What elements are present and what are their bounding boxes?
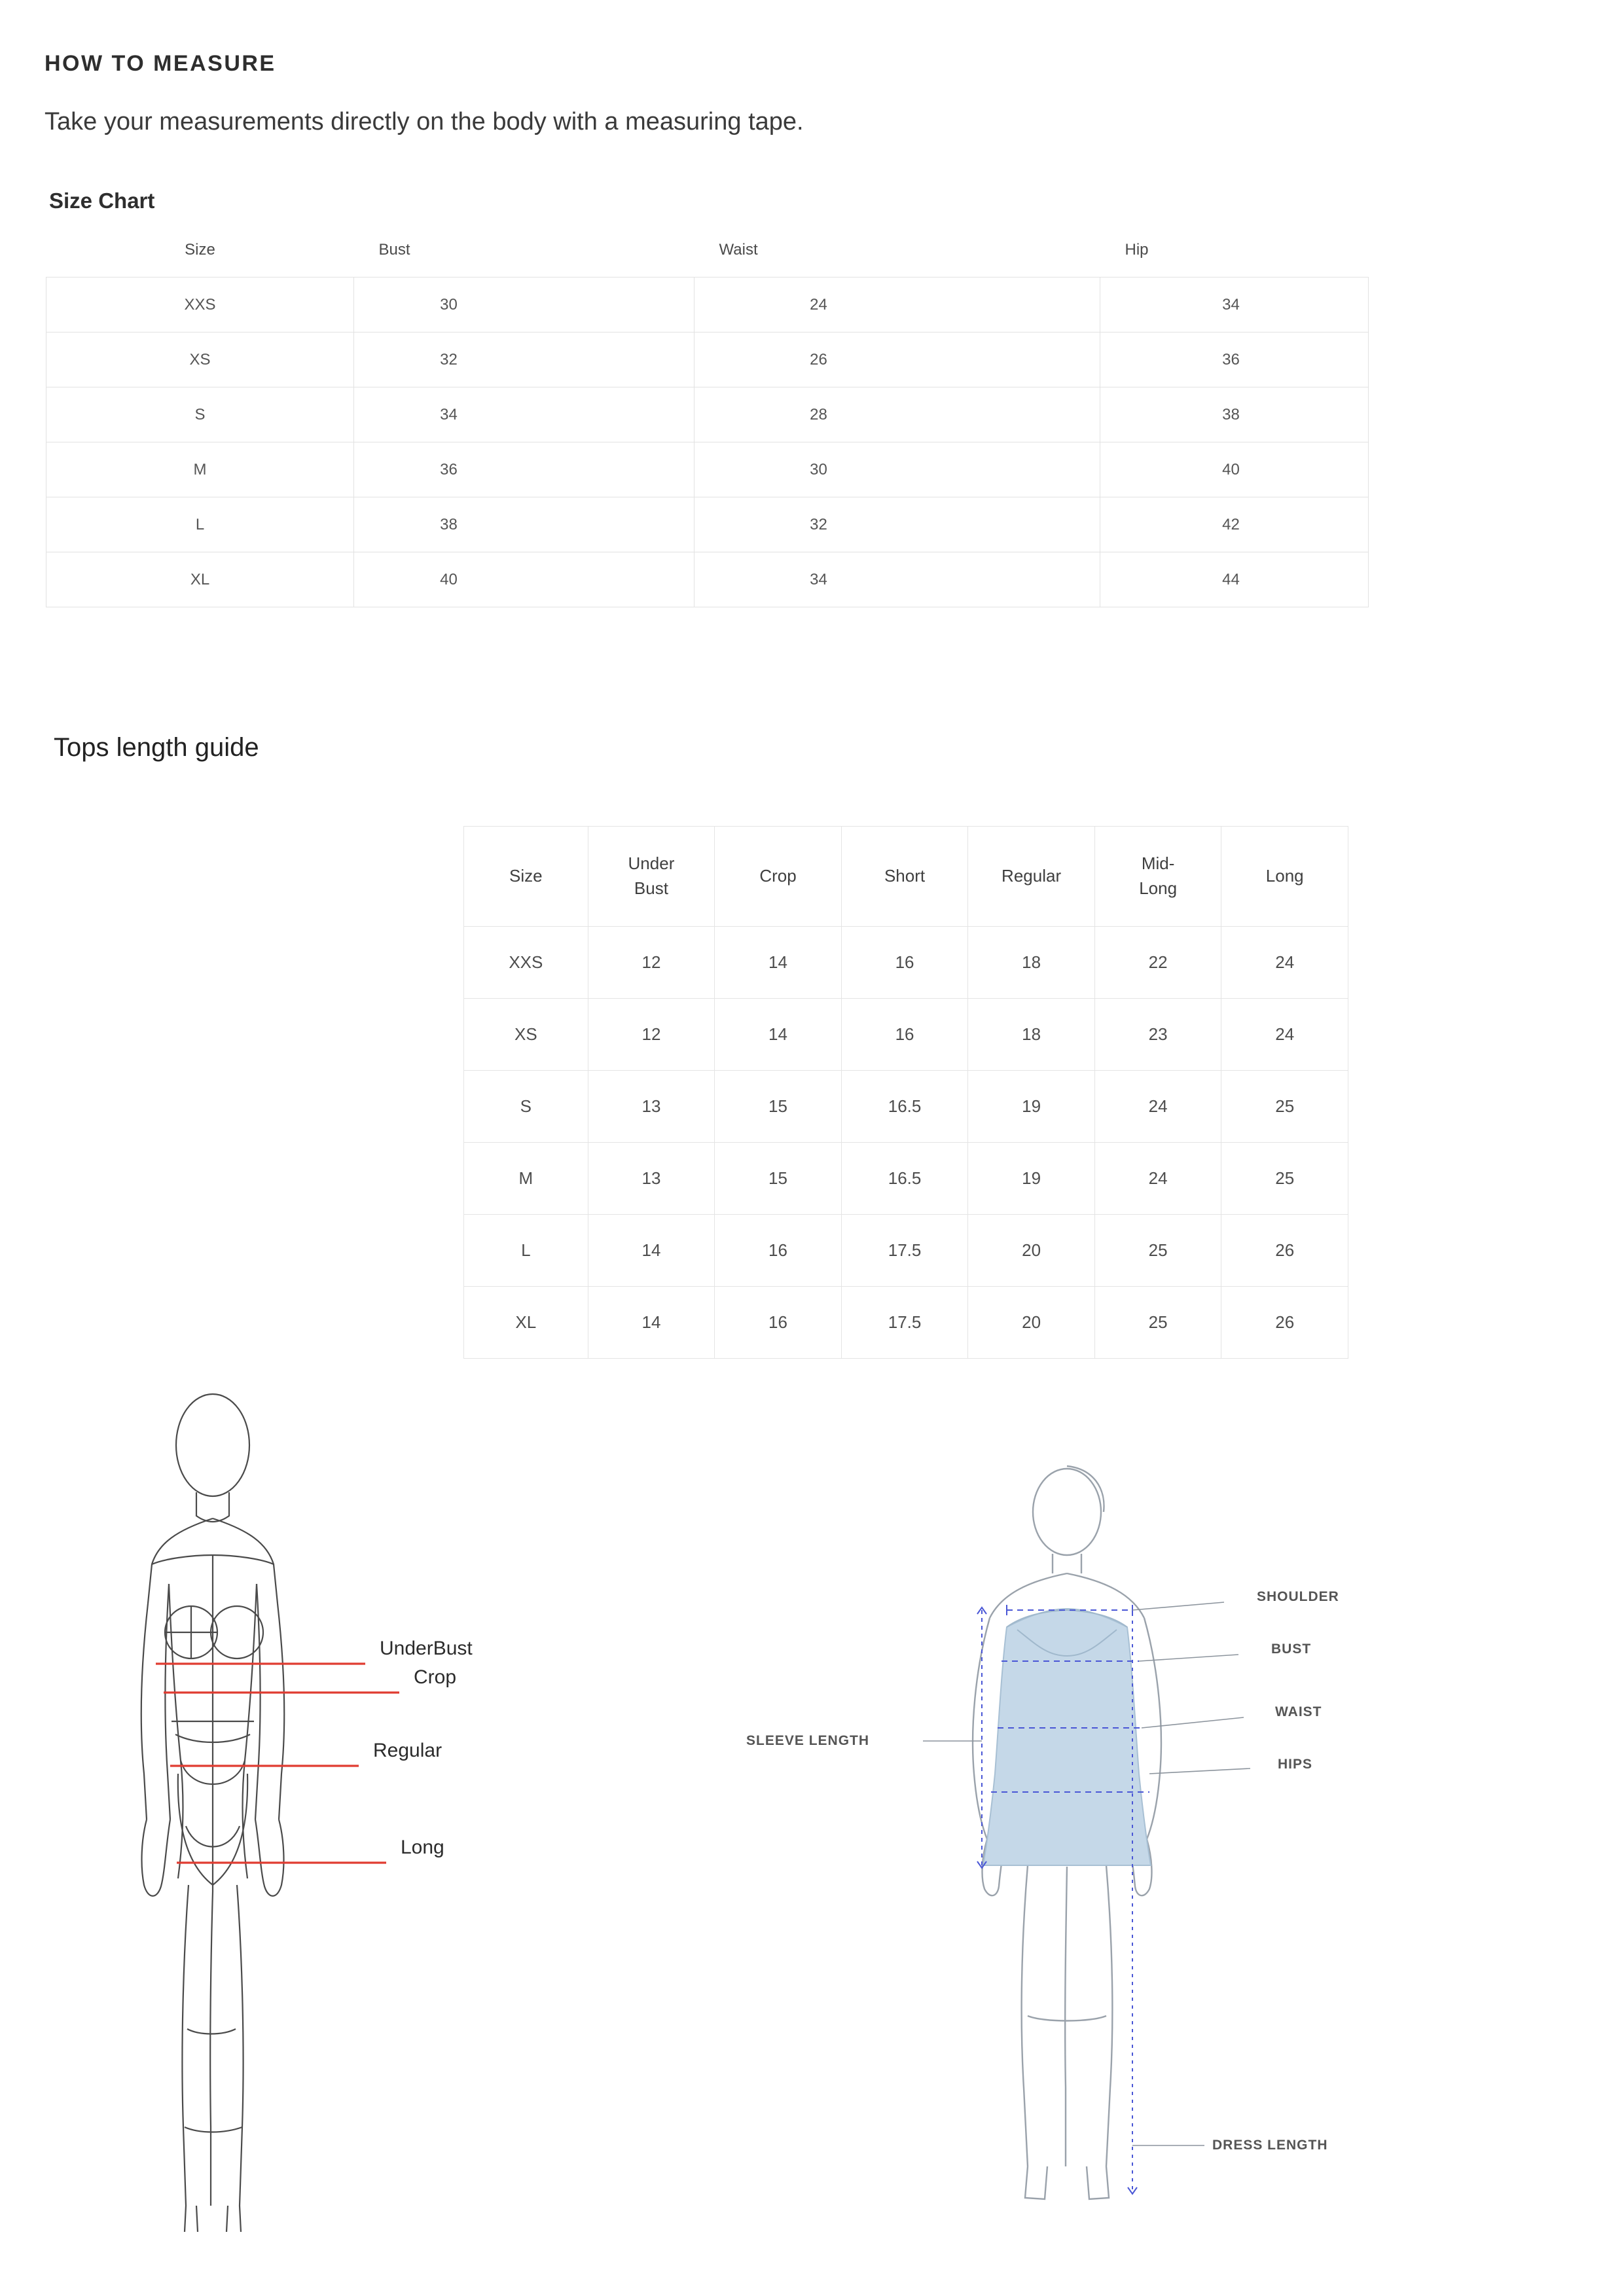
cell-mid-long: 25 bbox=[1094, 1287, 1221, 1359]
column-header-waist: Waist bbox=[695, 223, 1100, 278]
label-regular: Regular bbox=[373, 1740, 442, 1761]
cell-size: M bbox=[464, 1143, 588, 1215]
column-header-long: Long bbox=[1221, 827, 1348, 927]
cell-size: S bbox=[46, 387, 354, 442]
cell-waist: 24 bbox=[695, 278, 1100, 332]
label-crop: Crop bbox=[414, 1666, 457, 1688]
label-hips: HIPS bbox=[1278, 1757, 1313, 1772]
table-row bbox=[464, 999, 1348, 1071]
cell-crop: 14 bbox=[715, 927, 842, 999]
table-row bbox=[464, 1215, 1348, 1287]
cell-regular: 18 bbox=[968, 927, 1095, 999]
cell-under-bust: 12 bbox=[588, 927, 715, 999]
cell-short: 16.5 bbox=[841, 1071, 968, 1143]
cell-mid-long: 24 bbox=[1094, 1143, 1221, 1215]
cell-size: M bbox=[46, 442, 354, 497]
cell-long: 24 bbox=[1221, 999, 1348, 1071]
cell-size: S bbox=[464, 1071, 588, 1143]
tops-length-guide-table bbox=[463, 826, 1348, 1359]
cell-hip: 40 bbox=[1100, 442, 1369, 497]
cell-under-bust: 12 bbox=[588, 999, 715, 1071]
cell-waist: 26 bbox=[695, 332, 1100, 387]
column-header-size: Size bbox=[464, 827, 588, 927]
cell-size: XL bbox=[46, 552, 354, 607]
table-header-row bbox=[46, 223, 1369, 278]
cell-crop: 15 bbox=[715, 1143, 842, 1215]
cell-short: 17.5 bbox=[841, 1287, 968, 1359]
cell-mid-long: 23 bbox=[1094, 999, 1221, 1071]
measure-lines bbox=[156, 1664, 399, 1863]
cell-mid-long: 22 bbox=[1094, 927, 1221, 999]
table-row bbox=[46, 332, 1369, 387]
table-header-row bbox=[464, 827, 1348, 927]
cell-hip: 38 bbox=[1100, 387, 1369, 442]
column-header-size: Size bbox=[46, 223, 354, 278]
croquis-svg bbox=[98, 1368, 655, 2238]
dress-measurement-figure bbox=[674, 1433, 1447, 2222]
tops-length-guide-title: Tops length guide bbox=[54, 733, 259, 762]
column-header-regular: Regular bbox=[968, 827, 1095, 927]
cell-regular: 19 bbox=[968, 1071, 1095, 1143]
cell-size: L bbox=[464, 1215, 588, 1287]
under-bust-line1: Under bbox=[628, 853, 675, 874]
cell-short: 16 bbox=[841, 927, 968, 999]
table-row bbox=[464, 1143, 1348, 1215]
cell-bust: 30 bbox=[354, 278, 695, 332]
cell-mid-long: 25 bbox=[1094, 1215, 1221, 1287]
cell-size: L bbox=[46, 497, 354, 552]
cell-size: XXS bbox=[46, 278, 354, 332]
cell-under-bust: 13 bbox=[588, 1143, 715, 1215]
column-header-hip: Hip bbox=[1100, 223, 1369, 278]
cell-short: 16.5 bbox=[841, 1143, 968, 1215]
label-long: Long bbox=[401, 1837, 444, 1858]
cell-crop: 15 bbox=[715, 1071, 842, 1143]
cell-waist: 28 bbox=[695, 387, 1100, 442]
cell-waist: 30 bbox=[695, 442, 1100, 497]
cell-crop: 16 bbox=[715, 1215, 842, 1287]
cell-long: 25 bbox=[1221, 1143, 1348, 1215]
column-header-bust: Bust bbox=[354, 223, 695, 278]
page-title: HOW TO MEASURE bbox=[45, 51, 276, 76]
size-chart-table bbox=[46, 223, 1369, 607]
cell-under-bust: 14 bbox=[588, 1287, 715, 1359]
cell-regular: 20 bbox=[968, 1287, 1095, 1359]
cell-under-bust: 13 bbox=[588, 1071, 715, 1143]
cell-waist: 34 bbox=[695, 552, 1100, 607]
cell-size: XS bbox=[46, 332, 354, 387]
cell-bust: 40 bbox=[354, 552, 695, 607]
cell-bust: 38 bbox=[354, 497, 695, 552]
label-bust: BUST bbox=[1271, 1641, 1312, 1657]
label-underbust: UnderBust bbox=[380, 1638, 473, 1659]
cell-regular: 19 bbox=[968, 1143, 1095, 1215]
column-header-short: Short bbox=[841, 827, 968, 927]
label-dress-length: DRESS LENGTH bbox=[1212, 2138, 1328, 2153]
dress-garment bbox=[983, 1609, 1151, 1865]
cell-short: 17.5 bbox=[841, 1215, 968, 1287]
label-waist: WAIST bbox=[1275, 1704, 1322, 1719]
cell-hip: 42 bbox=[1100, 497, 1369, 552]
cell-mid-long: 24 bbox=[1094, 1071, 1221, 1143]
cell-hip: 34 bbox=[1100, 278, 1369, 332]
cell-crop: 14 bbox=[715, 999, 842, 1071]
cell-bust: 36 bbox=[354, 442, 695, 497]
cell-long: 26 bbox=[1221, 1287, 1348, 1359]
cell-short: 16 bbox=[841, 999, 968, 1071]
size-chart-title: Size Chart bbox=[49, 188, 155, 213]
table-row bbox=[464, 927, 1348, 999]
table-row bbox=[46, 278, 1369, 332]
cell-long: 24 bbox=[1221, 927, 1348, 999]
cell-size: XXS bbox=[464, 927, 588, 999]
cell-hip: 44 bbox=[1100, 552, 1369, 607]
table-row bbox=[464, 1071, 1348, 1143]
cell-waist: 32 bbox=[695, 497, 1100, 552]
cell-hip: 36 bbox=[1100, 332, 1369, 387]
table-row bbox=[46, 442, 1369, 497]
table-row bbox=[464, 1287, 1348, 1359]
column-header-mid-long bbox=[1094, 827, 1221, 927]
cell-regular: 18 bbox=[968, 999, 1095, 1071]
cell-size: XS bbox=[464, 999, 588, 1071]
cell-bust: 34 bbox=[354, 387, 695, 442]
table-row bbox=[46, 497, 1369, 552]
cell-crop: 16 bbox=[715, 1287, 842, 1359]
page-subtitle: Take your measurements directly on the body with a measuring tape. bbox=[45, 108, 804, 135]
cell-long: 25 bbox=[1221, 1071, 1348, 1143]
column-header-under-bust bbox=[588, 827, 715, 927]
table-row bbox=[46, 387, 1369, 442]
dress-measurement-svg bbox=[674, 1433, 1447, 2219]
cell-long: 26 bbox=[1221, 1215, 1348, 1287]
cell-size: XL bbox=[464, 1287, 588, 1359]
mid-long-line1: Mid- bbox=[1141, 853, 1175, 874]
croquis-figure-left bbox=[98, 1368, 655, 2242]
figures-area bbox=[0, 1348, 1624, 2265]
label-sleeve-length: SLEEVE LENGTH bbox=[746, 1733, 870, 1748]
cell-under-bust: 14 bbox=[588, 1215, 715, 1287]
table-row bbox=[46, 552, 1369, 607]
cell-regular: 20 bbox=[968, 1215, 1095, 1287]
label-shoulder: SHOULDER bbox=[1257, 1589, 1339, 1604]
column-header-crop: Crop bbox=[715, 827, 842, 927]
under-bust-line2: Bust bbox=[634, 878, 668, 898]
cell-bust: 32 bbox=[354, 332, 695, 387]
mid-long-line2: Long bbox=[1139, 878, 1178, 898]
